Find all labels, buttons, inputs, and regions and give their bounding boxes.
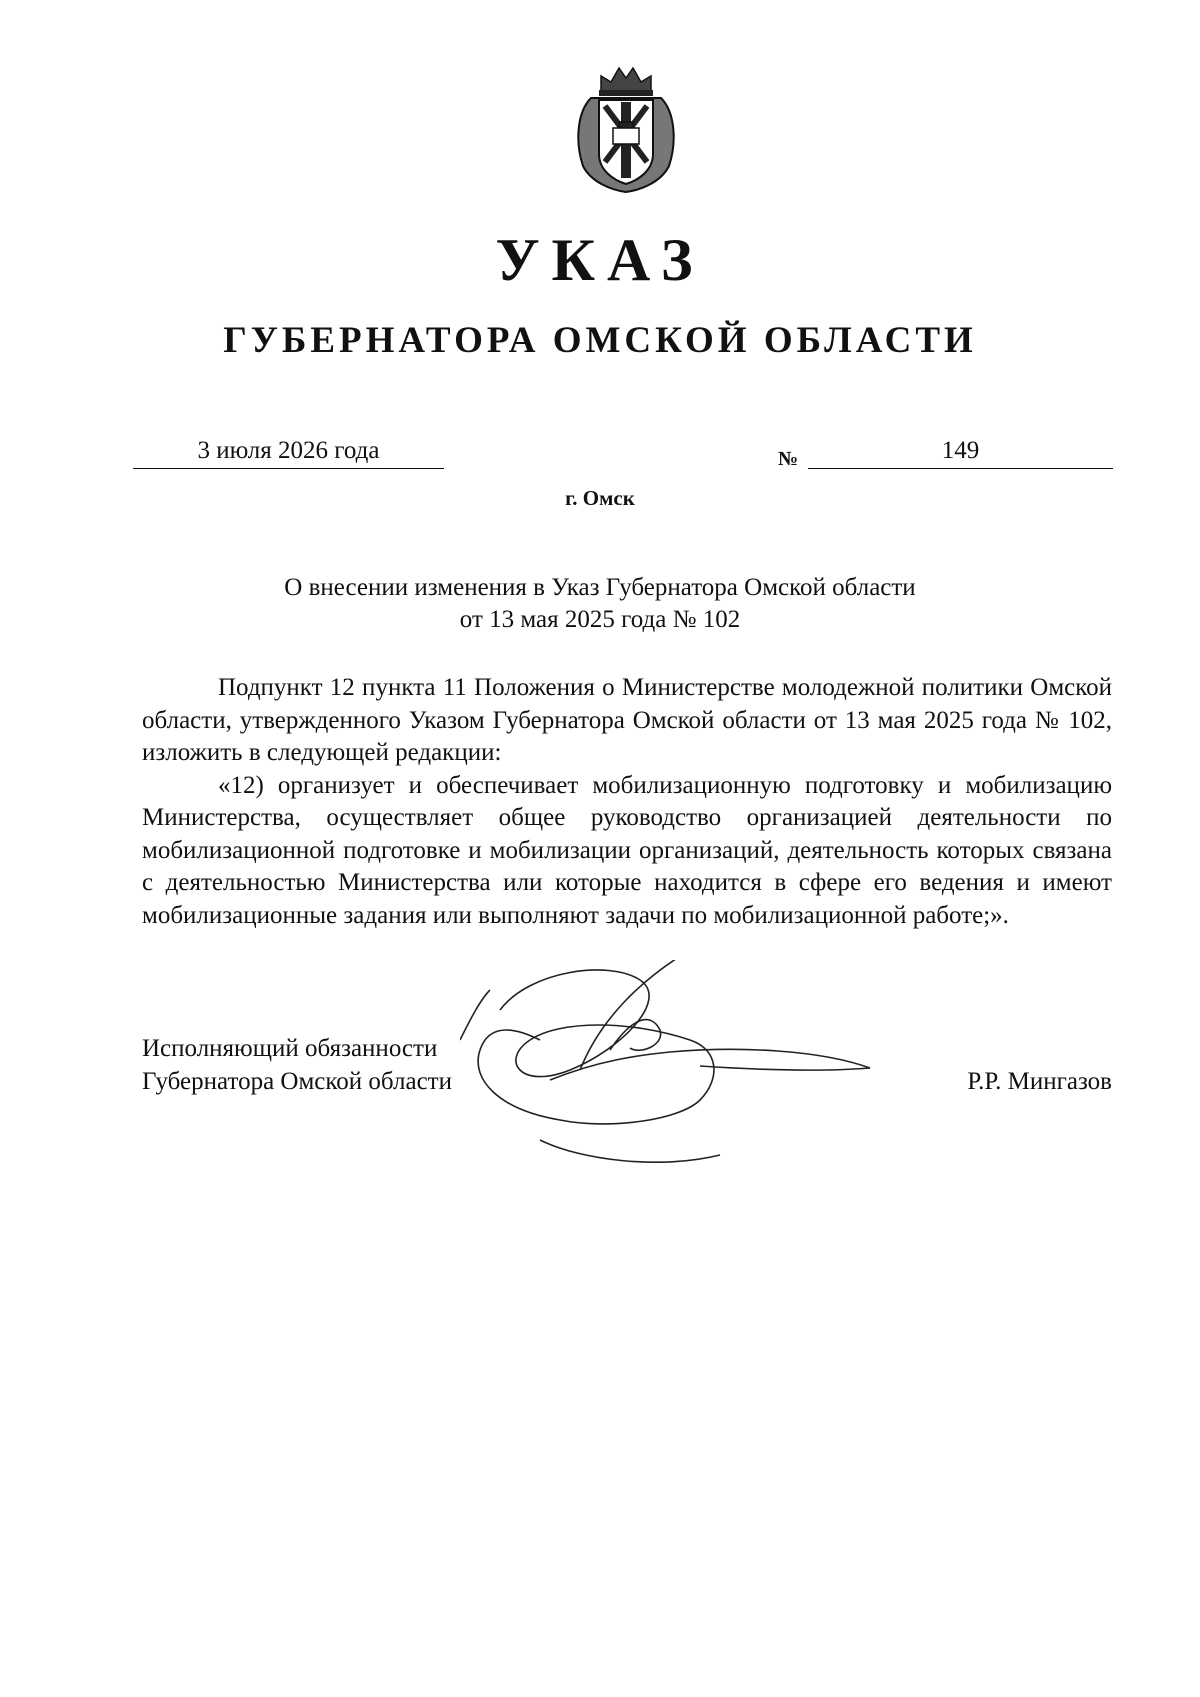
signatory-position-line2: Губернатора Омской области	[142, 1068, 452, 1095]
document-heading-line1: О внесении изменения в Указ Губернатора Омской области	[284, 574, 916, 601]
body-paragraph: «12) организует и обеспечивает мобилизационную подготовку и мобилизацию Министерства, осуществляет общее руководство организацией деятельности по мобилизационной подготовке и мобилизации организаций, деятельность которых связана с деятельностью Министерства или которые находится в сфере его ведения и имеют мобилизационные задания или выполняют задачи по мобилизационной работе;».	[142, 771, 1112, 929]
signatory-position	[142, 1032, 452, 1098]
decree-number: 149	[808, 436, 1113, 469]
handwritten-signature	[460, 960, 960, 1210]
decree-title: УКАЗ	[495, 227, 705, 293]
number-sign: №	[778, 448, 799, 470]
city: г. Омск	[565, 486, 635, 510]
signatory-name: Р.Р. Мингазов	[967, 1068, 1112, 1095]
decree-date: 3 июля 2026 года	[133, 436, 444, 469]
document-body	[142, 672, 1112, 932]
body-paragraph: Подпункт 12 пункта 11 Положения о Министерстве молодежной политики Омской области, утвержденного Указом Губернатора Омской области от 13 мая 2025 года № 102, изложить в следующей редакции:	[142, 674, 1112, 766]
document-heading-line2: от 13 мая 2025 года № 102	[459, 606, 741, 633]
signatory-position-line1: Исполняющий обязанности	[142, 1035, 438, 1062]
coat-of-arms-icon	[571, 62, 681, 194]
document-heading	[0, 572, 1200, 636]
decree-issuer: ГУБЕРНАТОРА ОМСКОЙ ОБЛАСТИ	[223, 320, 977, 361]
